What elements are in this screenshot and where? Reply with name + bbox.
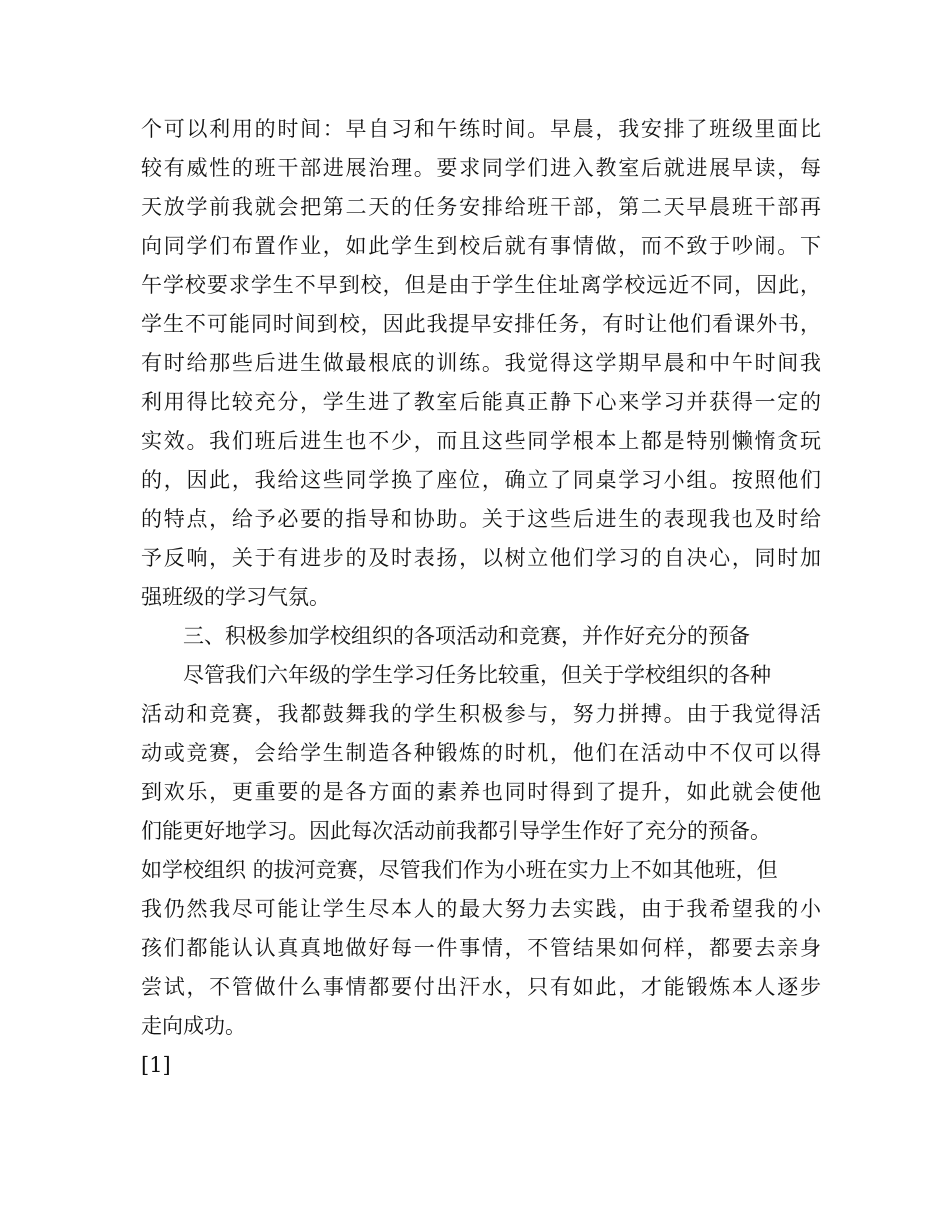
text-line: 尝试，不管做什么事情都要付出汗水，只有如此，才能锻炼本人逐步 <box>141 975 821 999</box>
text-line: 天放学前我就会把第二天的任务安排给班干部，第二天早晨班干部再 <box>141 195 821 219</box>
text-line: 予反响，关于有进步的及时表扬，以树立他们学习的自决心，同时加 <box>141 546 821 570</box>
text-line: 学生不可能同时间到校，因此我提早安排任务，有时让他们看课外书， <box>141 312 821 336</box>
text-line: 较有威性的班干部进展治理。要求同学们进入教室后就进展早读，每 <box>141 156 821 180</box>
paragraph-first-line: 尽管我们六年级的学生学习任务比较重，但关于学校组织的各种 <box>183 663 771 687</box>
text-line: 如学校组织 的拔河竞赛，尽管我们作为小班在实力上不如其他班，但 <box>141 858 778 882</box>
text-line: 实效。我们班后进生也不少，而且这些同学根本上都是特别懒惰贪玩 <box>141 429 821 453</box>
footnote-marker: [1] <box>141 1053 171 1077</box>
text-line: 我仍然我尽可能让学生尽本人的最大努力去实践，由于我希望我的小 <box>141 897 821 921</box>
text-line: 的特点，给予必要的指导和协助。关于这些后进生的表现我也及时给 <box>141 507 821 531</box>
text-line: 活动和竞赛，我都鼓舞我的学生积极参与，努力拼搏。由于我觉得活 <box>141 702 821 726</box>
text-line: 个可以利用的时间：早自习和午练时间。早晨，我安排了班级里面比 <box>141 117 821 141</box>
text-line: 们能更好地学习。因此每次活动前我都引导学生作好了充分的预备。 <box>141 819 771 843</box>
text-line: 走向成功。 <box>141 1014 246 1038</box>
text-line: 午学校要求学生不早到校，但是由于学生住址离学校远近不同，因此， <box>141 273 821 297</box>
text-line: 动或竞赛，会给学生制造各种锻炼的时机，他们在活动中不仅可以得 <box>141 741 821 765</box>
text-line: 的，因此，我给这些同学换了座位，确立了同桌学习小组。按照他们 <box>141 468 821 492</box>
body-text <box>141 110 821 1085</box>
text-line: 孩们都能认认真真地做好每一件事情，不管结果如何样，都要去亲身 <box>141 936 821 960</box>
text-line: 向同学们布置作业，如此学生到校后就有事情做，而不致于吵闹。下 <box>141 234 821 258</box>
text-line: 有时给那些后进生做最根底的训练。我觉得这学期早晨和中午时间我 <box>141 351 821 375</box>
section-heading: 三、积极参加学校组织的各项活动和竞赛，并作好充分的预备 <box>183 624 750 648</box>
text-line: 利用得比较充分，学生进了教室后能真正静下心来学习并获得一定的 <box>141 390 821 414</box>
text-line: 强班级的学习气氛。 <box>141 585 330 609</box>
text-line: 到欢乐，更重要的是各方面的素养也同时得到了提升，如此就会使他 <box>141 780 821 804</box>
